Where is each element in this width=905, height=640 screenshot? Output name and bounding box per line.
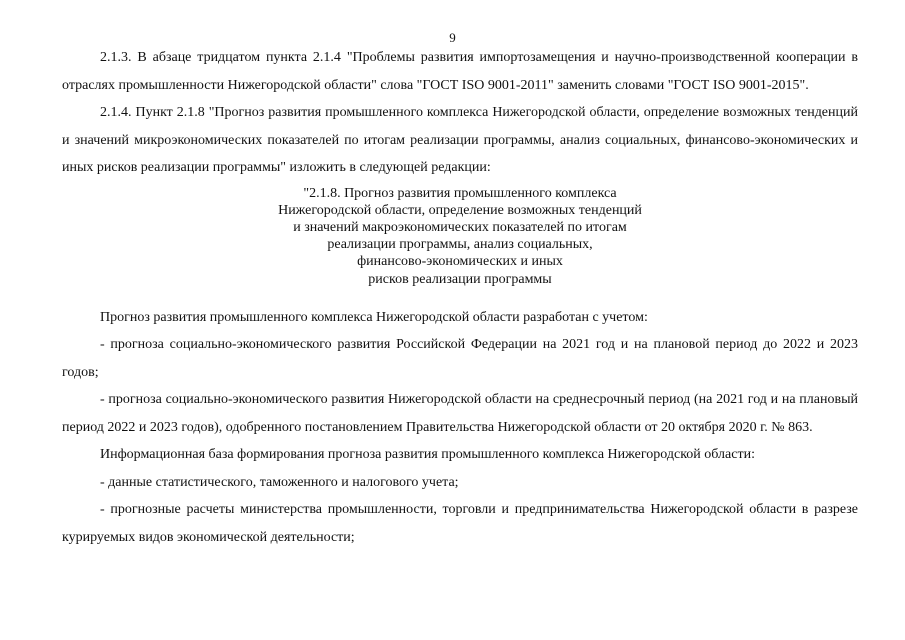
heading-line: рисков реализации программы [368,271,552,287]
page-number: 9 [449,30,456,45]
document-body [62,44,858,551]
heading-line: и значений макроэкономических показателей по итогам [293,219,627,235]
list-item-statistical-data: - данные статистического, таможенного и налогового учета; [100,474,459,490]
list-item-federal-forecast: - прогноза социально-экономического развития Российской Федерации на 2021 год и на плановой период до 2022 и 2023 годов; [62,337,858,380]
heading-line: Нижегородской области, определение возможных тенденций [278,202,642,218]
heading-line: финансово-экономических и иных [357,254,563,270]
list-item-regional-forecast: - прогноза социально-экономического развития Нижегородской области на среднесрочный период (на 2021 год и на плановый период 2022 и 2023 годов), одобренного постановлением Правительства Нижегородской области от 20 октября 2020 г. № 863. [62,392,858,435]
heading-line: реализации программы, анализ социальных, [327,237,593,253]
heading-line: "2.1.8. Прогноз развития промышленного комплекса [303,185,617,201]
paragraph-information-base: Информационная база формирования прогноза развития промышленного комплекса Нижегородской области: [100,447,755,463]
section-heading-2-1-8 [62,185,858,288]
paragraph-forecast-basis: Прогноз развития промышленного комплекса Нижегородской области разработан с учетом: [100,309,648,325]
paragraph-2-1-4: 2.1.4. Пункт 2.1.8 "Прогноз развития промышленного комплекса Нижегородской области, определение возможных тенденций и значений микроэкономических показателей по итогам реализации программы, анализ социальных, финансово-экономических и иных рисков реализации программы" изложить в следующей редакции: [62,105,858,175]
list-item-ministry-calculations: - прогнозные расчеты министерства промышленности, торговли и предпринимательства Нижегородской области в разрезе курируемых видов экономической деятельности; [62,502,858,545]
paragraph-2-1-3: 2.1.3. В абзаце тридцатом пункта 2.1.4 "Проблемы развития импортозамещения и научно-производственной кооперации в отраслях промышленности Нижегородской области" слова "ГОСТ ISO 9001-2011" заменить словами "ГОСТ ISO 9001-2015". [62,50,858,93]
